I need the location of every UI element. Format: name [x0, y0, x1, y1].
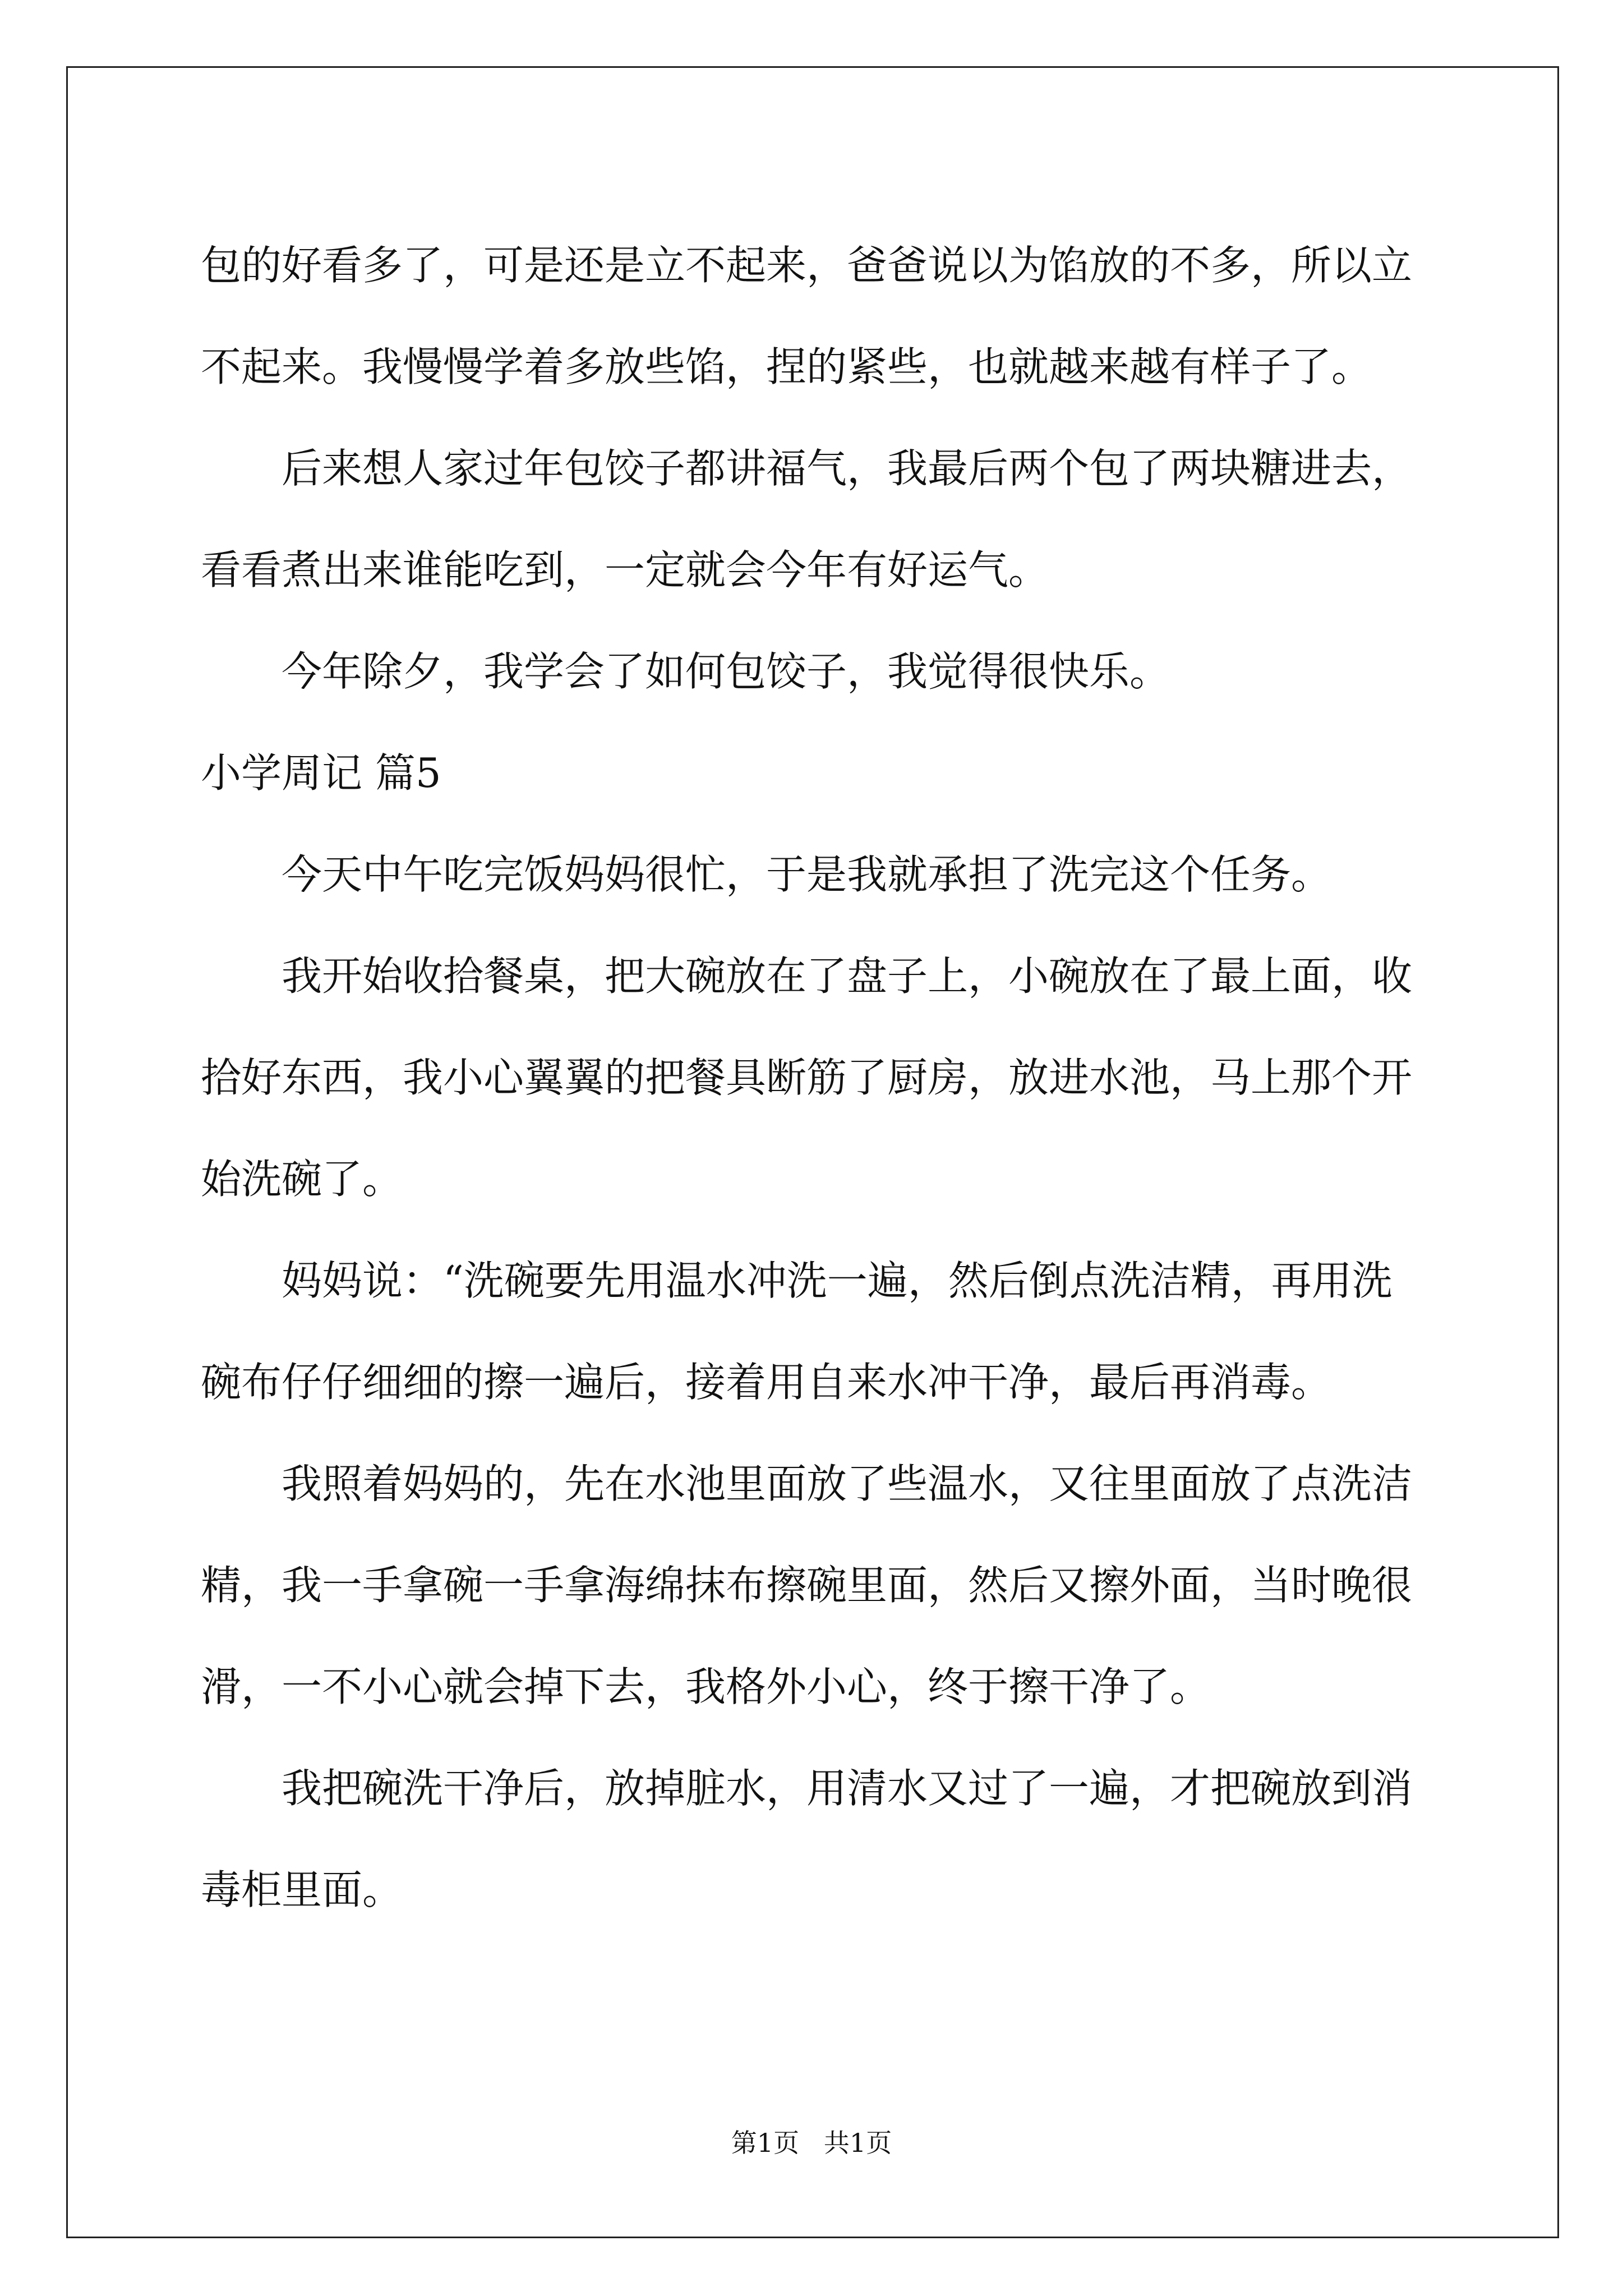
section-heading: 小学周记 篇5 — [201, 749, 441, 797]
paragraph-start-line: 今天中午吃完饭妈妈很忙，于是我就承担了洗完这个任务。 — [282, 851, 1332, 898]
text-line: 滑，一不小心就会掉下去，我格外小心，终于擦干净了。 — [201, 1663, 1211, 1710]
text-line: 不起来。我慢慢学着多放些馅，捏的紧些，也就越来越有样子了。 — [201, 343, 1372, 390]
paragraph-start-line: 妈妈说：“洗碗要先用温水冲洗一遍，然后倒点洗洁精，再用洗 — [282, 1257, 1393, 1304]
text-line: 精，我一手拿碗一手拿海绵抹布擦碗里面，然后又擦外面，当时晚很 — [201, 1562, 1413, 1609]
text-line: 始洗碗了。 — [201, 1156, 403, 1203]
paragraph-start-line: 我开始收拾餐桌，把大碗放在了盘子上，小碗放在了最上面，收 — [282, 953, 1413, 1000]
paragraph-start-line: 后来想人家过年包饺子都讲福气，我最后两个包了两块糖进去， — [282, 445, 1413, 492]
page-number-footer: 第1页 共1页 — [731, 2128, 892, 2158]
paragraph-start-line: 今年除夕，我学会了如何包饺子，我觉得很快乐。 — [282, 648, 1170, 695]
text-line: 拾好东西，我小心翼翼的把餐具断筋了厨房，放进水池，马上那个开 — [201, 1054, 1413, 1101]
text-line: 看看煮出来谁能吃到，一定就会今年有好运气。 — [201, 546, 1049, 593]
paragraph-start-line: 我把碗洗干净后，放掉脏水，用清水又过了一遍，才把碗放到消 — [282, 1765, 1413, 1812]
text-line: 毒柜里面。 — [201, 1866, 403, 1913]
document-body — [201, 215, 1429, 1941]
text-line: 碗布仔仔细细的擦一遍后，接着用自来水冲干净，最后再消毒。 — [201, 1359, 1332, 1406]
paragraph-start-line: 我照着妈妈的，先在水池里面放了些温水，又往里面放了点洗洁 — [282, 1460, 1413, 1507]
text-line: 包的好看多了，可是还是立不起来，爸爸说以为馅放的不多，所以立 — [201, 242, 1413, 289]
